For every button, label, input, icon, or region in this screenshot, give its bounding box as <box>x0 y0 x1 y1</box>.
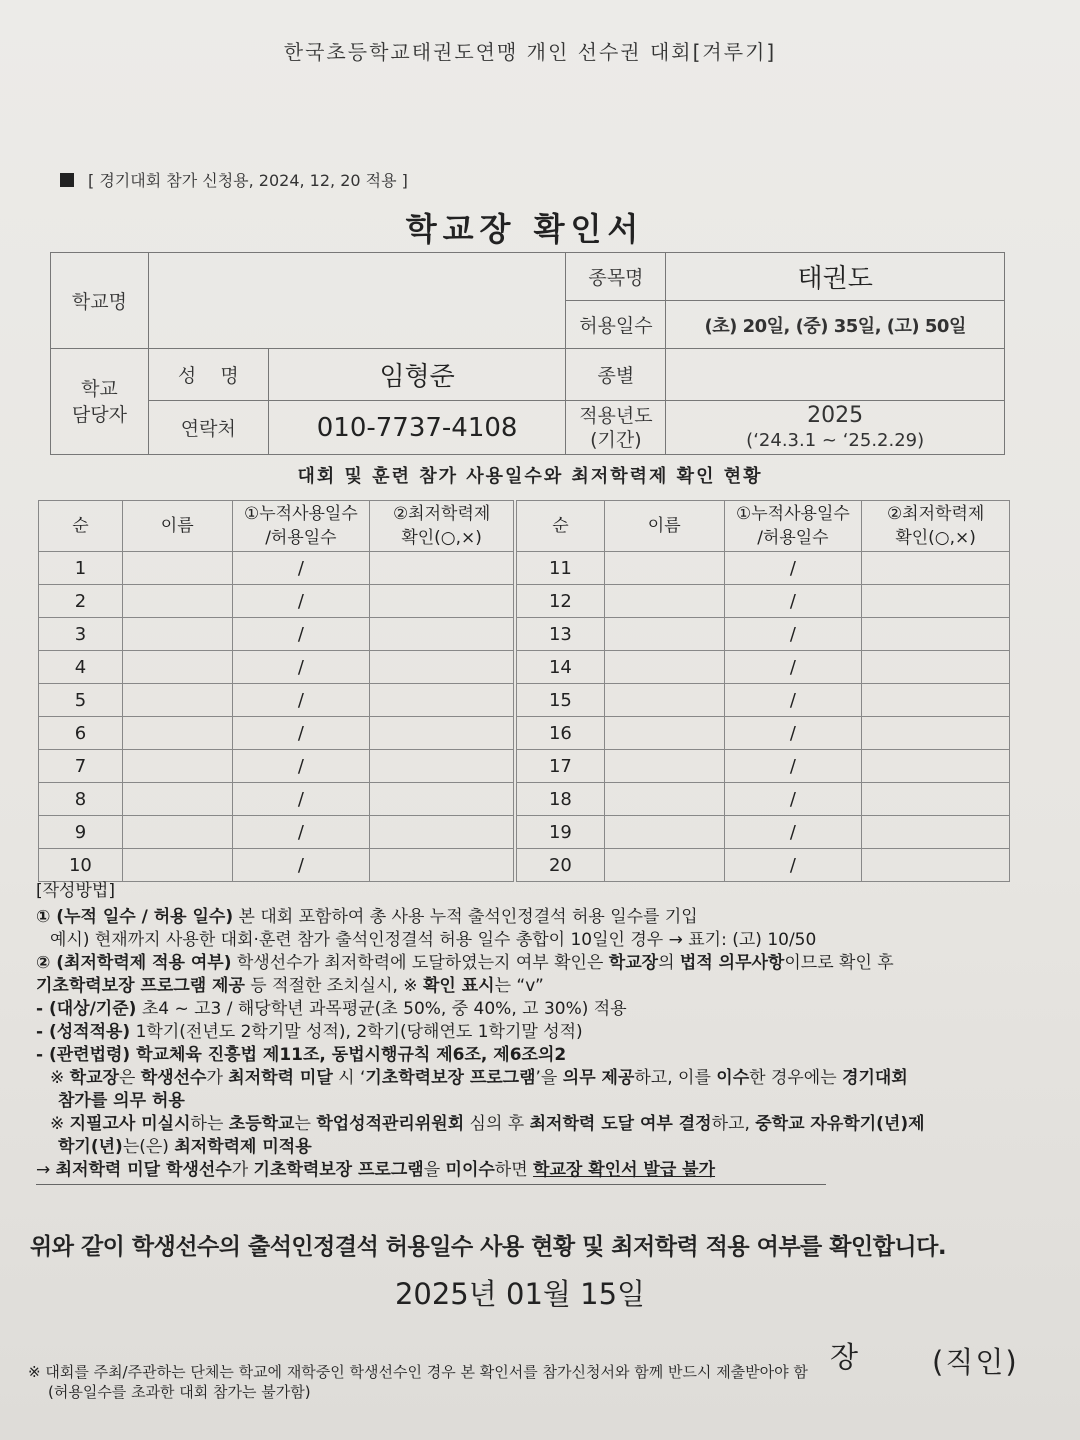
row-check-cell <box>370 750 514 783</box>
usage-table-left <box>38 500 514 882</box>
gender-value <box>666 349 1005 401</box>
row-check-cell <box>370 552 514 585</box>
instruction-line-8: ※ 학교장은 학생선수가 최저학력 미달 시 ‘기초학력보장 프로그램’을 의무 제공하고, 이를 이수한 경우에는 경기대회 <box>50 1068 908 1088</box>
row-check-cell <box>370 585 514 618</box>
signature-title: 장 <box>830 1340 859 1374</box>
table-row <box>39 783 514 816</box>
header-check: ②최저학력제 확인(○,×) <box>370 501 514 552</box>
row-days-cell: / <box>232 618 370 651</box>
row-name-cell <box>604 651 724 684</box>
row-days-cell: / <box>232 552 370 585</box>
table-row <box>517 618 1010 651</box>
confirmation-statement: 위와 같이 학생선수의 출석인정결석 허용일수 사용 현황 및 최저학력 적용 여부를 확인합니다. <box>30 1234 947 1260</box>
event-label: 종목명 <box>566 253 666 301</box>
header-name: 이름 <box>122 501 232 552</box>
row-number: 19 <box>517 816 605 849</box>
row-check-cell <box>370 684 514 717</box>
row-number: 17 <box>517 750 605 783</box>
notice-text: [ 경기대회 참가 신청용, 2024, 12, 20 적용 ] <box>88 171 408 190</box>
row-name-cell <box>604 750 724 783</box>
row-check-cell <box>862 651 1010 684</box>
event-value: 태권도 <box>666 253 1005 301</box>
header-check: ②최저학력제 확인(○,×) <box>862 501 1010 552</box>
usage-table-right <box>516 500 1010 882</box>
official-seal-label: (직인) <box>932 1345 1019 1379</box>
table-row <box>517 585 1010 618</box>
row-number: 15 <box>517 684 605 717</box>
row-number: 18 <box>517 783 605 816</box>
gender-label: 종별 <box>566 349 666 401</box>
row-days-cell: / <box>232 684 370 717</box>
allowed-days-value: (초) 20일, (중) 35일, (고) 50일 <box>666 301 1005 349</box>
row-days-cell: / <box>724 684 862 717</box>
contact-label: 연락처 <box>148 401 268 455</box>
table-row <box>517 651 1010 684</box>
footnote <box>28 1362 1038 1402</box>
row-check-cell <box>862 816 1010 849</box>
row-number: 13 <box>517 618 605 651</box>
row-days-cell: / <box>724 651 862 684</box>
header-days: ①누적사용일수 /허용일수 <box>232 501 370 552</box>
row-days-cell: / <box>724 717 862 750</box>
row-number: 9 <box>39 816 123 849</box>
row-name-cell <box>122 783 232 816</box>
row-number: 10 <box>39 849 123 882</box>
table-row <box>517 816 1010 849</box>
school-value <box>148 253 566 349</box>
row-number: 4 <box>39 651 123 684</box>
row-name-cell <box>604 717 724 750</box>
year-label: 적용년도 (기간) <box>566 401 666 455</box>
table-row <box>39 585 514 618</box>
row-check-cell <box>862 783 1010 816</box>
table-row <box>517 552 1010 585</box>
row-name-cell <box>122 816 232 849</box>
row-name-cell <box>122 585 232 618</box>
header-name: 이름 <box>604 501 724 552</box>
allowed-days-label: 허용일수 <box>566 301 666 349</box>
row-name-cell <box>122 684 232 717</box>
instruction-line-9: 참가를 의무 허용 <box>58 1091 185 1111</box>
row-days-cell: / <box>724 783 862 816</box>
row-days-cell: / <box>724 585 862 618</box>
row-days-cell: / <box>724 552 862 585</box>
header-seq: 순 <box>517 501 605 552</box>
notice-line <box>60 168 408 191</box>
row-check-cell <box>370 849 514 882</box>
year-value: 2025 <box>807 402 864 428</box>
row-name-cell <box>604 849 724 882</box>
row-days-cell: / <box>232 750 370 783</box>
row-check-cell <box>862 717 1010 750</box>
instruction-line-2: 예시) 현재까지 사용한 대회·훈련 참가 출석인정결석 허용 일수 총합이 10일인 경우 → 표기: (고) 10/50 <box>50 930 817 950</box>
row-number: 16 <box>517 717 605 750</box>
row-name-cell <box>604 783 724 816</box>
row-days-cell: / <box>232 816 370 849</box>
row-number: 1 <box>39 552 123 585</box>
table-row <box>517 684 1010 717</box>
row-number: 11 <box>517 552 605 585</box>
instruction-line-12: → 최저학력 미달 학생선수가 기초학력보장 프로그램을 미이수하면 학교장 확인서 발급 불가 <box>36 1160 716 1180</box>
year-cell <box>666 401 1005 455</box>
row-days-cell: / <box>232 585 370 618</box>
table-row <box>39 618 514 651</box>
table-row <box>39 849 514 882</box>
instruction-line-10: ※ 지필고사 미실시하는 초등학교는 학업성적관리위원회 심의 후 최저학력 도달 여부 결정하고, 중학교 자유학기(년)제 <box>50 1114 925 1134</box>
organization-title: 한국초등학교태권도연맹 개인 선수권 대회[겨루기] <box>283 40 777 64</box>
row-number: 14 <box>517 651 605 684</box>
row-name-cell <box>604 618 724 651</box>
info-table <box>50 252 1005 455</box>
row-name-cell <box>122 651 232 684</box>
row-check-cell <box>862 552 1010 585</box>
row-check-cell <box>862 585 1010 618</box>
instruction-line-7: - (관련법령) 학교체육 진흥법 제11조, 동법시행규칙 제6조, 제6조의2 <box>36 1045 567 1065</box>
row-name-cell <box>122 618 232 651</box>
row-days-cell: / <box>724 618 862 651</box>
usage-section-title: 대회 및 훈련 참가 사용일수와 최저학력제 확인 현황 <box>297 466 763 487</box>
row-name-cell <box>604 585 724 618</box>
name-value: 임형준 <box>268 349 566 401</box>
row-days-cell: / <box>232 717 370 750</box>
instruction-line-6: - (성적적용) 1학기(전년도 2학기말 성적), 2학기(당해연도 1학기말 성적) <box>36 1022 583 1042</box>
period-value: (‘24.3.1 ~ ‘25.2.29) <box>746 429 925 451</box>
table-row <box>517 849 1010 882</box>
instruction-line-3: ② (최저학력제 적용 여부) 학생선수가 최저학력에 도달하였는지 여부 확인은 학교장의 법적 의무사항이므로 확인 후 <box>36 953 894 973</box>
row-number: 6 <box>39 717 123 750</box>
row-name-cell <box>604 816 724 849</box>
row-name-cell <box>122 717 232 750</box>
name-label: 성 명 <box>148 349 268 401</box>
row-name-cell <box>604 552 724 585</box>
table-row <box>517 750 1010 783</box>
table-row <box>39 717 514 750</box>
row-number: 5 <box>39 684 123 717</box>
row-check-cell <box>370 816 514 849</box>
header-seq: 순 <box>39 501 123 552</box>
row-days-cell: / <box>724 849 862 882</box>
instructions-section <box>36 880 1046 1185</box>
manager-label: 학교 담당자 <box>51 349 149 455</box>
table-row <box>39 750 514 783</box>
contact-value: 010-7737-4108 <box>268 401 566 455</box>
row-name-cell <box>604 684 724 717</box>
instruction-line-4: 기초학력보장 프로그램 제공 등 적절한 조치실시, ※ 확인 표시는 “v” <box>36 976 544 996</box>
row-check-cell <box>370 618 514 651</box>
table-row <box>39 651 514 684</box>
header-days: ①누적사용일수 /허용일수 <box>724 501 862 552</box>
row-name-cell <box>122 552 232 585</box>
footnote-line-2: (허용일수를 초과한 대회 참가는 불가함) <box>48 1383 311 1401</box>
instruction-line-5: - (대상/기준) 초4 ~ 고3 / 해당학년 과목평균(초 50%, 중 40%, 고 30%) 적용 <box>36 999 627 1019</box>
row-days-cell: / <box>724 750 862 783</box>
instruction-line-1: ① (누적 일수 / 허용 일수) 본 대회 포함하여 총 사용 누적 출석인정결석 허용 일수를 기입 <box>36 907 698 927</box>
table-row <box>517 717 1010 750</box>
row-number: 20 <box>517 849 605 882</box>
row-check-cell <box>862 618 1010 651</box>
row-check-cell <box>370 651 514 684</box>
square-bullet-icon <box>60 173 74 187</box>
issue-date: 2025년 01월 15일 <box>394 1277 646 1311</box>
table-row <box>39 816 514 849</box>
row-days-cell: / <box>232 783 370 816</box>
row-check-cell <box>370 783 514 816</box>
school-label: 학교명 <box>51 253 149 349</box>
row-days-cell: / <box>232 849 370 882</box>
row-days-cell: / <box>724 816 862 849</box>
footnote-line-1: ※ 대회를 주최/주관하는 단체는 학교에 재학중인 학생선수인 경우 본 확인서를 참가신청서와 함께 반드시 제출받아야 함 <box>28 1363 808 1381</box>
table-row <box>517 783 1010 816</box>
row-number: 8 <box>39 783 123 816</box>
table-row <box>39 684 514 717</box>
row-check-cell <box>862 750 1010 783</box>
row-check-cell <box>862 849 1010 882</box>
instruction-line-11: 학기(년)는(은) 최저학력제 미적용 <box>58 1137 312 1157</box>
row-check-cell <box>862 684 1010 717</box>
page-title: 학교장 확인서 <box>405 210 645 248</box>
row-number: 2 <box>39 585 123 618</box>
row-number: 3 <box>39 618 123 651</box>
instructions-divider <box>36 1184 826 1185</box>
row-check-cell <box>370 717 514 750</box>
row-name-cell <box>122 750 232 783</box>
row-number: 7 <box>39 750 123 783</box>
row-days-cell: / <box>232 651 370 684</box>
instructions-heading: [작성방법] <box>36 881 115 901</box>
row-name-cell <box>122 849 232 882</box>
row-number: 12 <box>517 585 605 618</box>
table-row <box>39 552 514 585</box>
